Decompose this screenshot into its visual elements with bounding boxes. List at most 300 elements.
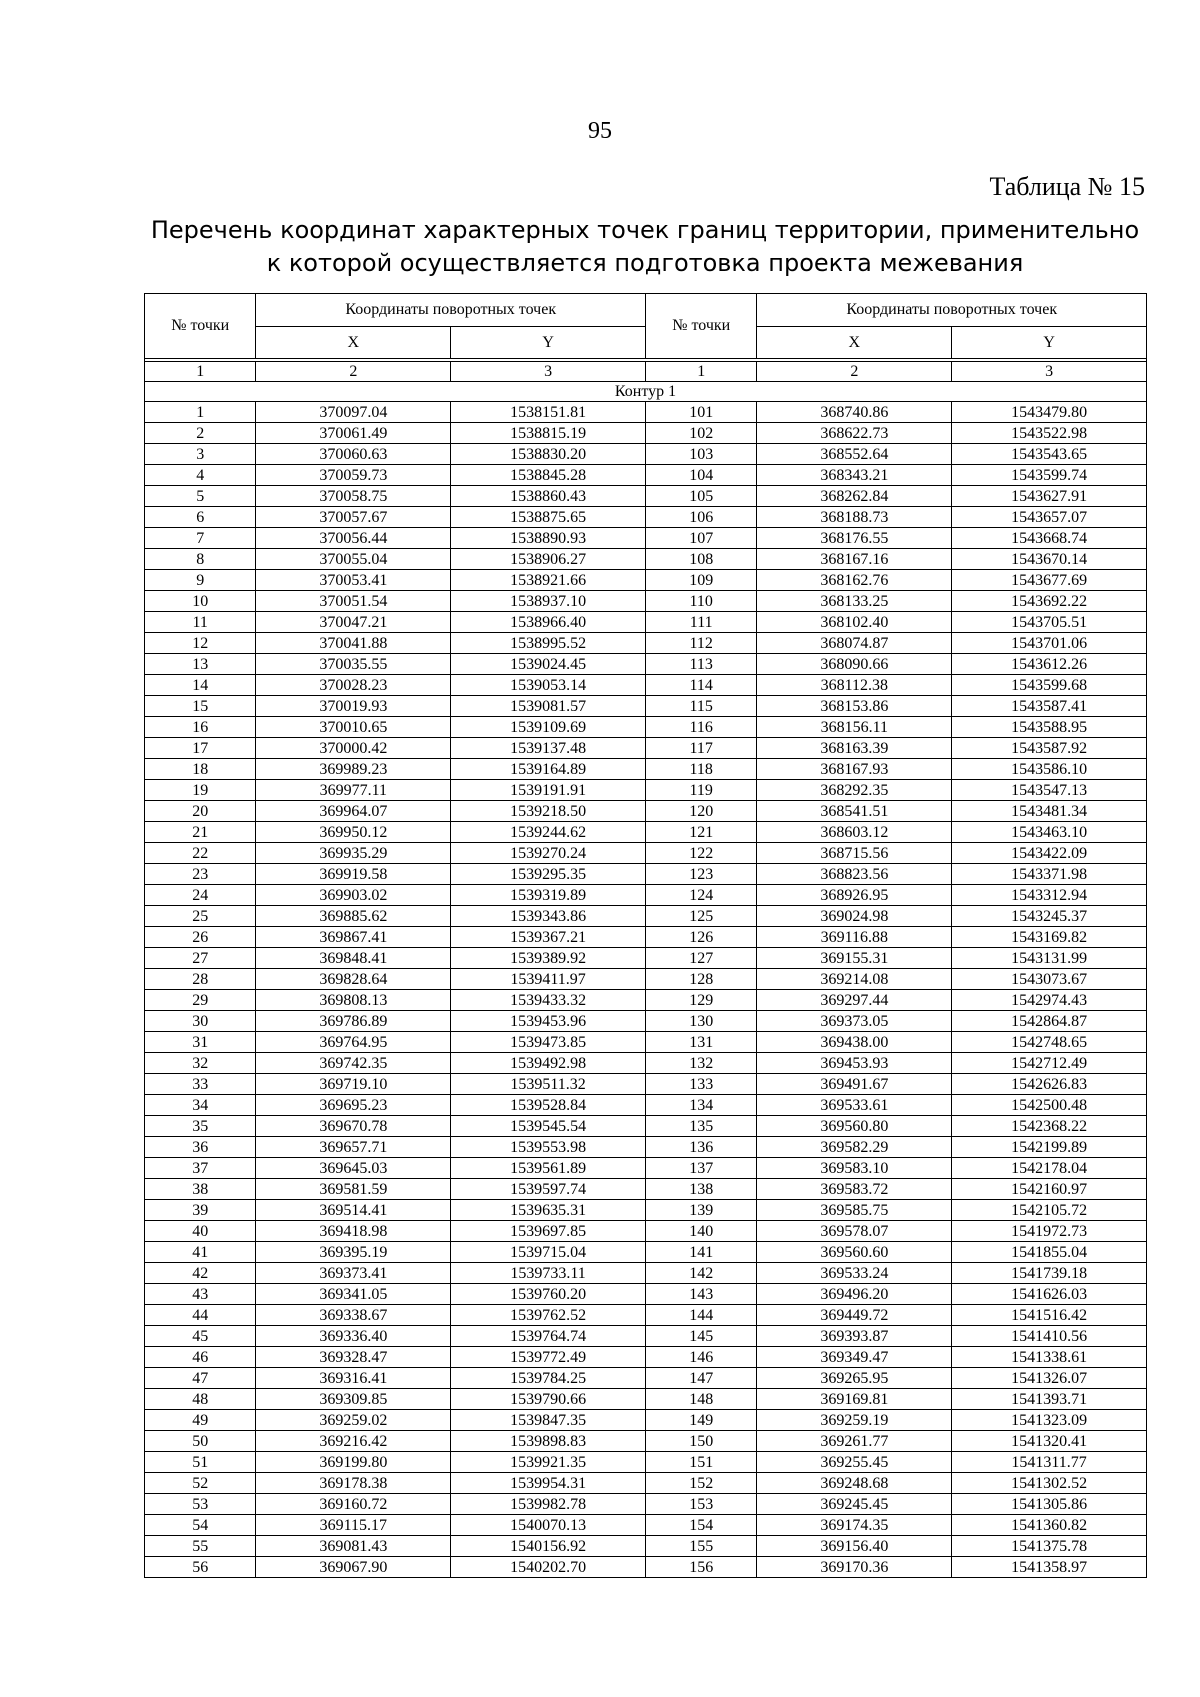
cell-x-left: 370058.75: [256, 486, 451, 507]
cell-point-no-right: 121: [645, 822, 756, 843]
cell-point-no-left: 42: [145, 1263, 256, 1284]
cell-y-left: 1539433.32: [451, 990, 646, 1011]
table-row: [145, 822, 1147, 843]
cell-point-no-left: 10: [145, 591, 256, 612]
table-row: [145, 1305, 1147, 1326]
cell-x-left: 369373.41: [256, 1263, 451, 1284]
table-row: [145, 885, 1147, 906]
cell-x-right: 368262.84: [757, 486, 952, 507]
cell-x-left: 369808.13: [256, 990, 451, 1011]
cell-x-left: 370056.44: [256, 528, 451, 549]
cell-x-left: 369786.89: [256, 1011, 451, 1032]
cell-x-right: 369214.08: [757, 969, 952, 990]
cell-y-left: 1539109.69: [451, 717, 646, 738]
table-row: [145, 1053, 1147, 1074]
cell-y-left: 1539137.48: [451, 738, 646, 759]
cell-point-no-right: 102: [645, 423, 756, 444]
column-number: 2: [757, 362, 952, 382]
cell-point-no-right: 133: [645, 1074, 756, 1095]
cell-y-right: 1543312.94: [952, 885, 1147, 906]
cell-x-left: 369338.67: [256, 1305, 451, 1326]
cell-x-left: 369885.62: [256, 906, 451, 927]
cell-x-left: 369867.41: [256, 927, 451, 948]
cell-x-left: 369115.17: [256, 1515, 451, 1536]
cell-y-right: 1541855.04: [952, 1242, 1147, 1263]
cell-y-left: 1539898.83: [451, 1431, 646, 1452]
cell-point-no-left: 46: [145, 1347, 256, 1368]
table-row: [145, 759, 1147, 780]
cell-y-right: 1541393.71: [952, 1389, 1147, 1410]
cell-point-no-right: 120: [645, 801, 756, 822]
cell-x-left: 369848.41: [256, 948, 451, 969]
column-number: 2: [256, 362, 451, 382]
table-row: [145, 1011, 1147, 1032]
cell-point-no-right: 123: [645, 864, 756, 885]
cell-x-right: 369169.81: [757, 1389, 952, 1410]
cell-y-left: 1539697.85: [451, 1221, 646, 1242]
cell-x-left: 369418.98: [256, 1221, 451, 1242]
cell-point-no-right: 152: [645, 1473, 756, 1494]
cell-x-right: 368823.56: [757, 864, 952, 885]
cell-x-left: 369977.11: [256, 780, 451, 801]
cell-x-left: 370060.63: [256, 444, 451, 465]
cell-point-no-right: 110: [645, 591, 756, 612]
cell-point-no-right: 149: [645, 1410, 756, 1431]
cell-y-left: 1539954.31: [451, 1473, 646, 1494]
cell-x-right: 369255.45: [757, 1452, 952, 1473]
column-number: 1: [145, 362, 256, 382]
cell-y-left: 1538845.28: [451, 465, 646, 486]
cell-y-left: 1539764.74: [451, 1326, 646, 1347]
cell-y-right: 1541972.73: [952, 1221, 1147, 1242]
table-row: [145, 1074, 1147, 1095]
table-row: [145, 675, 1147, 696]
table-row: [145, 717, 1147, 738]
cell-x-left: 370000.42: [256, 738, 451, 759]
cell-x-right: 369259.19: [757, 1410, 952, 1431]
cell-point-no-right: 137: [645, 1158, 756, 1179]
cell-y-right: 1543169.82: [952, 927, 1147, 948]
cell-point-no-right: 127: [645, 948, 756, 969]
cell-y-left: 1540070.13: [451, 1515, 646, 1536]
cell-x-right: 369297.44: [757, 990, 952, 1011]
cell-y-right: 1542626.83: [952, 1074, 1147, 1095]
cell-point-no-right: 115: [645, 696, 756, 717]
cell-point-no-right: 106: [645, 507, 756, 528]
header-coords-right: Координаты поворотных точек: [757, 294, 1147, 327]
cell-x-left: 369670.78: [256, 1116, 451, 1137]
cell-y-right: 1543599.74: [952, 465, 1147, 486]
cell-y-left: 1538937.10: [451, 591, 646, 612]
table-row: [145, 1095, 1147, 1116]
cell-y-right: 1543587.41: [952, 696, 1147, 717]
cell-y-right: 1543479.80: [952, 402, 1147, 423]
cell-y-right: 1543668.74: [952, 528, 1147, 549]
cell-point-no-right: 145: [645, 1326, 756, 1347]
cell-x-right: 369560.60: [757, 1242, 952, 1263]
cell-y-left: 1539411.97: [451, 969, 646, 990]
cell-x-left: 369316.41: [256, 1368, 451, 1389]
cell-x-right: 369265.95: [757, 1368, 952, 1389]
cell-x-right: 369560.80: [757, 1116, 952, 1137]
cell-y-right: 1541516.42: [952, 1305, 1147, 1326]
cell-x-right: 368102.40: [757, 612, 952, 633]
table-row: [145, 1284, 1147, 1305]
cell-y-left: 1539473.85: [451, 1032, 646, 1053]
cell-y-left: 1539597.74: [451, 1179, 646, 1200]
table-body: [145, 382, 1147, 1578]
table-row: [145, 1263, 1147, 1284]
cell-x-left: 369259.02: [256, 1410, 451, 1431]
column-number: 3: [952, 362, 1147, 382]
table-row: [145, 1410, 1147, 1431]
cell-point-no-right: 155: [645, 1536, 756, 1557]
cell-point-no-right: 150: [645, 1431, 756, 1452]
cell-x-left: 369950.12: [256, 822, 451, 843]
table-row: [145, 465, 1147, 486]
cell-point-no-right: 126: [645, 927, 756, 948]
cell-y-left: 1539453.96: [451, 1011, 646, 1032]
cell-point-no-left: 49: [145, 1410, 256, 1431]
cell-point-no-right: 143: [645, 1284, 756, 1305]
cell-y-left: 1539511.32: [451, 1074, 646, 1095]
cell-x-right: 369349.47: [757, 1347, 952, 1368]
cell-x-right: 369491.67: [757, 1074, 952, 1095]
cell-x-left: 369328.47: [256, 1347, 451, 1368]
cell-x-left: 370035.55: [256, 654, 451, 675]
table-row: [145, 948, 1147, 969]
cell-x-right: 368622.73: [757, 423, 952, 444]
cell-y-right: 1541305.86: [952, 1494, 1147, 1515]
cell-y-right: 1543705.51: [952, 612, 1147, 633]
cell-x-left: 369081.43: [256, 1536, 451, 1557]
table-row: [145, 843, 1147, 864]
cell-x-left: 369067.90: [256, 1557, 451, 1578]
cell-point-no-left: 56: [145, 1557, 256, 1578]
cell-y-left: 1539389.92: [451, 948, 646, 969]
cell-point-no-right: 135: [645, 1116, 756, 1137]
cell-x-right: 368343.21: [757, 465, 952, 486]
cell-point-no-left: 36: [145, 1137, 256, 1158]
table-row: [145, 1368, 1147, 1389]
table-row: [145, 696, 1147, 717]
cell-point-no-right: 142: [645, 1263, 756, 1284]
cell-point-no-right: 108: [645, 549, 756, 570]
cell-x-left: 369903.02: [256, 885, 451, 906]
cell-y-right: 1541410.56: [952, 1326, 1147, 1347]
cell-point-no-left: 37: [145, 1158, 256, 1179]
cell-point-no-left: 13: [145, 654, 256, 675]
cell-x-right: 369496.20: [757, 1284, 952, 1305]
cell-point-no-right: 132: [645, 1053, 756, 1074]
coordinates-table: [144, 293, 1147, 1578]
cell-point-no-left: 29: [145, 990, 256, 1011]
cell-x-right: 368163.39: [757, 738, 952, 759]
cell-x-left: 370051.54: [256, 591, 451, 612]
page-number: 95: [588, 118, 612, 144]
cell-y-left: 1539982.78: [451, 1494, 646, 1515]
cell-point-no-right: 112: [645, 633, 756, 654]
table-row: [145, 444, 1147, 465]
cell-y-left: 1538830.20: [451, 444, 646, 465]
cell-point-no-left: 39: [145, 1200, 256, 1221]
cell-point-no-left: 24: [145, 885, 256, 906]
section-title: Контур 1: [145, 382, 1147, 402]
cell-y-left: 1539733.11: [451, 1263, 646, 1284]
cell-point-no-left: 47: [145, 1368, 256, 1389]
cell-point-no-left: 28: [145, 969, 256, 990]
document-title: [140, 214, 1150, 280]
table-row: [145, 1179, 1147, 1200]
cell-x-right: 369156.40: [757, 1536, 952, 1557]
cell-point-no-left: 20: [145, 801, 256, 822]
cell-x-right: 368603.12: [757, 822, 952, 843]
cell-y-right: 1543422.09: [952, 843, 1147, 864]
cell-x-right: 368156.11: [757, 717, 952, 738]
title-line-1: Перечень координат характерных точек границ территории, применительно: [150, 216, 1140, 244]
table-row: [145, 1515, 1147, 1536]
cell-x-right: 368153.86: [757, 696, 952, 717]
cell-x-left: 370010.65: [256, 717, 451, 738]
cell-x-left: 369645.03: [256, 1158, 451, 1179]
cell-point-no-right: 147: [645, 1368, 756, 1389]
cell-x-right: 369373.05: [757, 1011, 952, 1032]
cell-x-left: 369964.07: [256, 801, 451, 822]
cell-point-no-right: 104: [645, 465, 756, 486]
cell-y-right: 1543587.92: [952, 738, 1147, 759]
table-row: [145, 864, 1147, 885]
column-numbers-row: [145, 362, 1147, 382]
table-row: [145, 1347, 1147, 1368]
cell-y-left: 1539191.91: [451, 780, 646, 801]
table-row: [145, 486, 1147, 507]
cell-point-no-right: 128: [645, 969, 756, 990]
cell-x-right: 369583.72: [757, 1179, 952, 1200]
cell-y-left: 1539553.98: [451, 1137, 646, 1158]
cell-point-no-left: 1: [145, 402, 256, 423]
cell-y-right: 1541626.03: [952, 1284, 1147, 1305]
cell-x-left: 370047.21: [256, 612, 451, 633]
cell-point-no-left: 43: [145, 1284, 256, 1305]
cell-point-no-right: 114: [645, 675, 756, 696]
cell-y-left: 1539244.62: [451, 822, 646, 843]
cell-x-left: 369178.38: [256, 1473, 451, 1494]
cell-point-no-right: 116: [645, 717, 756, 738]
cell-y-right: 1543599.68: [952, 675, 1147, 696]
cell-x-left: 369919.58: [256, 864, 451, 885]
cell-point-no-right: 138: [645, 1179, 756, 1200]
table-row: [145, 1116, 1147, 1137]
cell-point-no-right: 109: [645, 570, 756, 591]
cell-y-right: 1543463.10: [952, 822, 1147, 843]
cell-y-left: 1539295.35: [451, 864, 646, 885]
cell-y-right: 1542160.97: [952, 1179, 1147, 1200]
cell-y-left: 1538151.81: [451, 402, 646, 423]
table-row: [145, 801, 1147, 822]
cell-y-right: 1543543.65: [952, 444, 1147, 465]
cell-x-left: 369309.85: [256, 1389, 451, 1410]
cell-x-right: 368112.38: [757, 675, 952, 696]
cell-y-right: 1541311.77: [952, 1452, 1147, 1473]
cell-y-right: 1543547.13: [952, 780, 1147, 801]
cell-x-right: 369393.87: [757, 1326, 952, 1347]
title-line-2: к которой осуществляется подготовка проекта межевания: [266, 249, 1024, 277]
table-row: [145, 549, 1147, 570]
table-row: [145, 528, 1147, 549]
cell-x-right: 369024.98: [757, 906, 952, 927]
cell-x-right: 368176.55: [757, 528, 952, 549]
cell-x-left: 370097.04: [256, 402, 451, 423]
cell-x-left: 369657.71: [256, 1137, 451, 1158]
cell-x-left: 370019.93: [256, 696, 451, 717]
cell-point-no-left: 2: [145, 423, 256, 444]
cell-y-left: 1539635.31: [451, 1200, 646, 1221]
table-row: [145, 969, 1147, 990]
table-row: [145, 1200, 1147, 1221]
cell-y-left: 1539921.35: [451, 1452, 646, 1473]
cell-x-left: 369199.80: [256, 1452, 451, 1473]
cell-y-left: 1539561.89: [451, 1158, 646, 1179]
cell-point-no-right: 153: [645, 1494, 756, 1515]
cell-point-no-left: 32: [145, 1053, 256, 1074]
cell-point-no-right: 154: [645, 1515, 756, 1536]
cell-x-left: 369395.19: [256, 1242, 451, 1263]
cell-point-no-left: 19: [145, 780, 256, 801]
cell-point-no-left: 9: [145, 570, 256, 591]
cell-y-left: 1538890.93: [451, 528, 646, 549]
table-row: [145, 591, 1147, 612]
table-caption: Таблица № 15: [989, 172, 1145, 201]
cell-y-left: 1540156.92: [451, 1536, 646, 1557]
cell-y-left: 1539343.86: [451, 906, 646, 927]
cell-y-left: 1539545.54: [451, 1116, 646, 1137]
cell-point-no-right: 107: [645, 528, 756, 549]
cell-x-right: 368926.95: [757, 885, 952, 906]
cell-y-left: 1540202.70: [451, 1557, 646, 1578]
cell-point-no-right: 101: [645, 402, 756, 423]
cell-point-no-left: 18: [145, 759, 256, 780]
table-row: [145, 1326, 1147, 1347]
table-row: [145, 1452, 1147, 1473]
cell-point-no-left: 35: [145, 1116, 256, 1137]
cell-y-left: 1538995.52: [451, 633, 646, 654]
cell-y-right: 1543657.07: [952, 507, 1147, 528]
cell-point-no-left: 33: [145, 1074, 256, 1095]
cell-x-right: 369438.00: [757, 1032, 952, 1053]
cell-point-no-left: 7: [145, 528, 256, 549]
table-row: [145, 1137, 1147, 1158]
cell-x-right: 369174.35: [757, 1515, 952, 1536]
cell-y-right: 1541375.78: [952, 1536, 1147, 1557]
cell-y-right: 1542368.22: [952, 1116, 1147, 1137]
cell-y-right: 1541338.61: [952, 1347, 1147, 1368]
table-row: [145, 1494, 1147, 1515]
cell-point-no-right: 131: [645, 1032, 756, 1053]
table-row: [145, 507, 1147, 528]
column-number: 3: [451, 362, 646, 382]
cell-y-right: 1542748.65: [952, 1032, 1147, 1053]
table-row: [145, 423, 1147, 444]
header-x-left: X: [256, 327, 451, 359]
cell-y-right: 1543612.26: [952, 654, 1147, 675]
cell-y-right: 1543245.37: [952, 906, 1147, 927]
cell-point-no-left: 21: [145, 822, 256, 843]
cell-point-no-left: 31: [145, 1032, 256, 1053]
cell-y-left: 1539270.24: [451, 843, 646, 864]
cell-point-no-right: 148: [645, 1389, 756, 1410]
cell-point-no-right: 130: [645, 1011, 756, 1032]
cell-y-left: 1538921.66: [451, 570, 646, 591]
table-row: [145, 402, 1147, 423]
table-row: [145, 1221, 1147, 1242]
cell-x-right: 368292.35: [757, 780, 952, 801]
cell-y-left: 1539847.35: [451, 1410, 646, 1431]
table-row: [145, 1473, 1147, 1494]
cell-y-left: 1539024.45: [451, 654, 646, 675]
cell-x-right: 368074.87: [757, 633, 952, 654]
cell-point-no-right: 129: [645, 990, 756, 1011]
cell-point-no-right: 119: [645, 780, 756, 801]
cell-x-left: 369216.42: [256, 1431, 451, 1452]
cell-y-right: 1543701.06: [952, 633, 1147, 654]
cell-x-right: 369585.75: [757, 1200, 952, 1221]
cell-point-no-right: 140: [645, 1221, 756, 1242]
cell-y-left: 1539081.57: [451, 696, 646, 717]
cell-point-no-left: 4: [145, 465, 256, 486]
cell-x-right: 368740.86: [757, 402, 952, 423]
cell-x-right: 368162.76: [757, 570, 952, 591]
cell-x-left: 369764.95: [256, 1032, 451, 1053]
cell-point-no-left: 12: [145, 633, 256, 654]
cell-point-no-left: 8: [145, 549, 256, 570]
cell-y-right: 1543588.95: [952, 717, 1147, 738]
cell-x-right: 369116.88: [757, 927, 952, 948]
cell-point-no-right: 124: [645, 885, 756, 906]
cell-y-right: 1541320.41: [952, 1431, 1147, 1452]
cell-y-right: 1543627.91: [952, 486, 1147, 507]
cell-x-left: 369989.23: [256, 759, 451, 780]
cell-y-left: 1539784.25: [451, 1368, 646, 1389]
cell-point-no-left: 15: [145, 696, 256, 717]
cell-point-no-left: 38: [145, 1179, 256, 1200]
cell-x-left: 370057.67: [256, 507, 451, 528]
cell-x-right: 368552.64: [757, 444, 952, 465]
cell-y-left: 1539715.04: [451, 1242, 646, 1263]
cell-y-left: 1539762.52: [451, 1305, 646, 1326]
cell-x-left: 370028.23: [256, 675, 451, 696]
cell-y-right: 1542199.89: [952, 1137, 1147, 1158]
cell-point-no-right: 156: [645, 1557, 756, 1578]
header-y-left: Y: [451, 327, 646, 359]
cell-x-left: 370061.49: [256, 423, 451, 444]
cell-point-no-right: 122: [645, 843, 756, 864]
table-row: [145, 990, 1147, 1011]
table-row: [145, 1389, 1147, 1410]
cell-point-no-left: 54: [145, 1515, 256, 1536]
cell-point-no-right: 139: [645, 1200, 756, 1221]
cell-x-right: 369583.10: [757, 1158, 952, 1179]
cell-point-no-left: 22: [145, 843, 256, 864]
table-row: [145, 570, 1147, 591]
cell-y-left: 1538906.27: [451, 549, 646, 570]
cell-point-no-right: 105: [645, 486, 756, 507]
cell-point-no-right: 117: [645, 738, 756, 759]
cell-y-left: 1539367.21: [451, 927, 646, 948]
cell-point-no-right: 125: [645, 906, 756, 927]
column-number: 1: [645, 362, 756, 382]
cell-y-right: 1543692.22: [952, 591, 1147, 612]
cell-y-right: 1542712.49: [952, 1053, 1147, 1074]
